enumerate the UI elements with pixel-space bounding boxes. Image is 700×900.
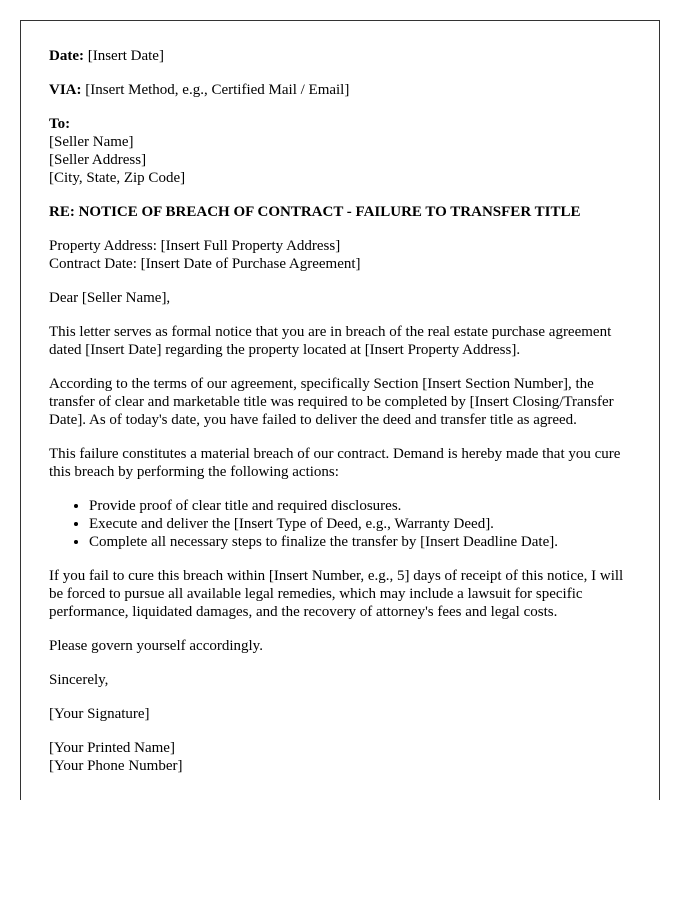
sign-off: Sincerely,	[49, 672, 109, 688]
to-label: To:	[49, 116, 71, 132]
body-paragraph-1: This letter serves as formal notice that you are in breach of the real estate purchase agreement dated [Insert Date] regarding the property located at [Insert Property Address].	[49, 324, 612, 358]
recipient-name: [Seller Name]	[49, 134, 134, 150]
body-paragraph-2: According to the terms of our agreement, specifically Section [Insert Section Number], the transfer of clear and marketable title was required to be completed by [Insert Closing/Transfer Date]. As of today's date, you have failed to deliver the deed and transfer title as agreed.	[49, 376, 614, 428]
list-item: • Complete all necessary steps to finalize the transfer by [Insert Deadline Date].	[89, 533, 631, 551]
recipient-city: [City, State, Zip Code]	[49, 170, 186, 186]
body-paragraph-4: If you fail to cure this breach within [Insert Number, e.g., 5] days of receipt of this notice, I will be forced to pursue all available legal remedies, which may include a lawsuit for specific performance, liquidated damages, and the recovery of attorney's fees and legal costs.	[49, 568, 624, 620]
body-paragraph-5: Please govern yourself accordingly.	[49, 638, 263, 654]
date-value: [Insert Date]	[83, 48, 164, 64]
recipient-block	[49, 115, 631, 187]
details-block	[49, 237, 631, 273]
contract-date: Contract Date: [Insert Date of Purchase Agreement]	[49, 256, 361, 272]
list-item: • Provide proof of clear title and required disclosures.	[89, 497, 631, 515]
actions-list	[49, 497, 631, 551]
signer-block	[49, 739, 631, 775]
date-line	[49, 47, 631, 65]
subject-line: RE: NOTICE OF BREACH OF CONTRACT - FAILURE TO TRANSFER TITLE	[49, 204, 581, 220]
via-line	[49, 81, 631, 99]
salutation: Dear [Seller Name],	[49, 290, 171, 306]
via-value: [Insert Method, e.g., Certified Mail / Email]	[81, 82, 350, 98]
date-label: Date:	[49, 48, 84, 64]
list-item: • Execute and deliver the [Insert Type of Deed, e.g., Warranty Deed].	[89, 515, 631, 533]
signature: [Your Signature]	[49, 706, 150, 722]
body-paragraph-3: This failure constitutes a material breach of our contract. Demand is hereby made that you cure this breach by performing the following actions:	[49, 446, 621, 480]
phone-number: [Your Phone Number]	[49, 758, 183, 774]
letter-content	[21, 21, 659, 775]
recipient-address: [Seller Address]	[49, 152, 147, 168]
letter-page	[20, 20, 660, 800]
printed-name: [Your Printed Name]	[49, 740, 175, 756]
via-label: VIA:	[49, 82, 82, 98]
property-address: Property Address: [Insert Full Property Address]	[49, 238, 341, 254]
